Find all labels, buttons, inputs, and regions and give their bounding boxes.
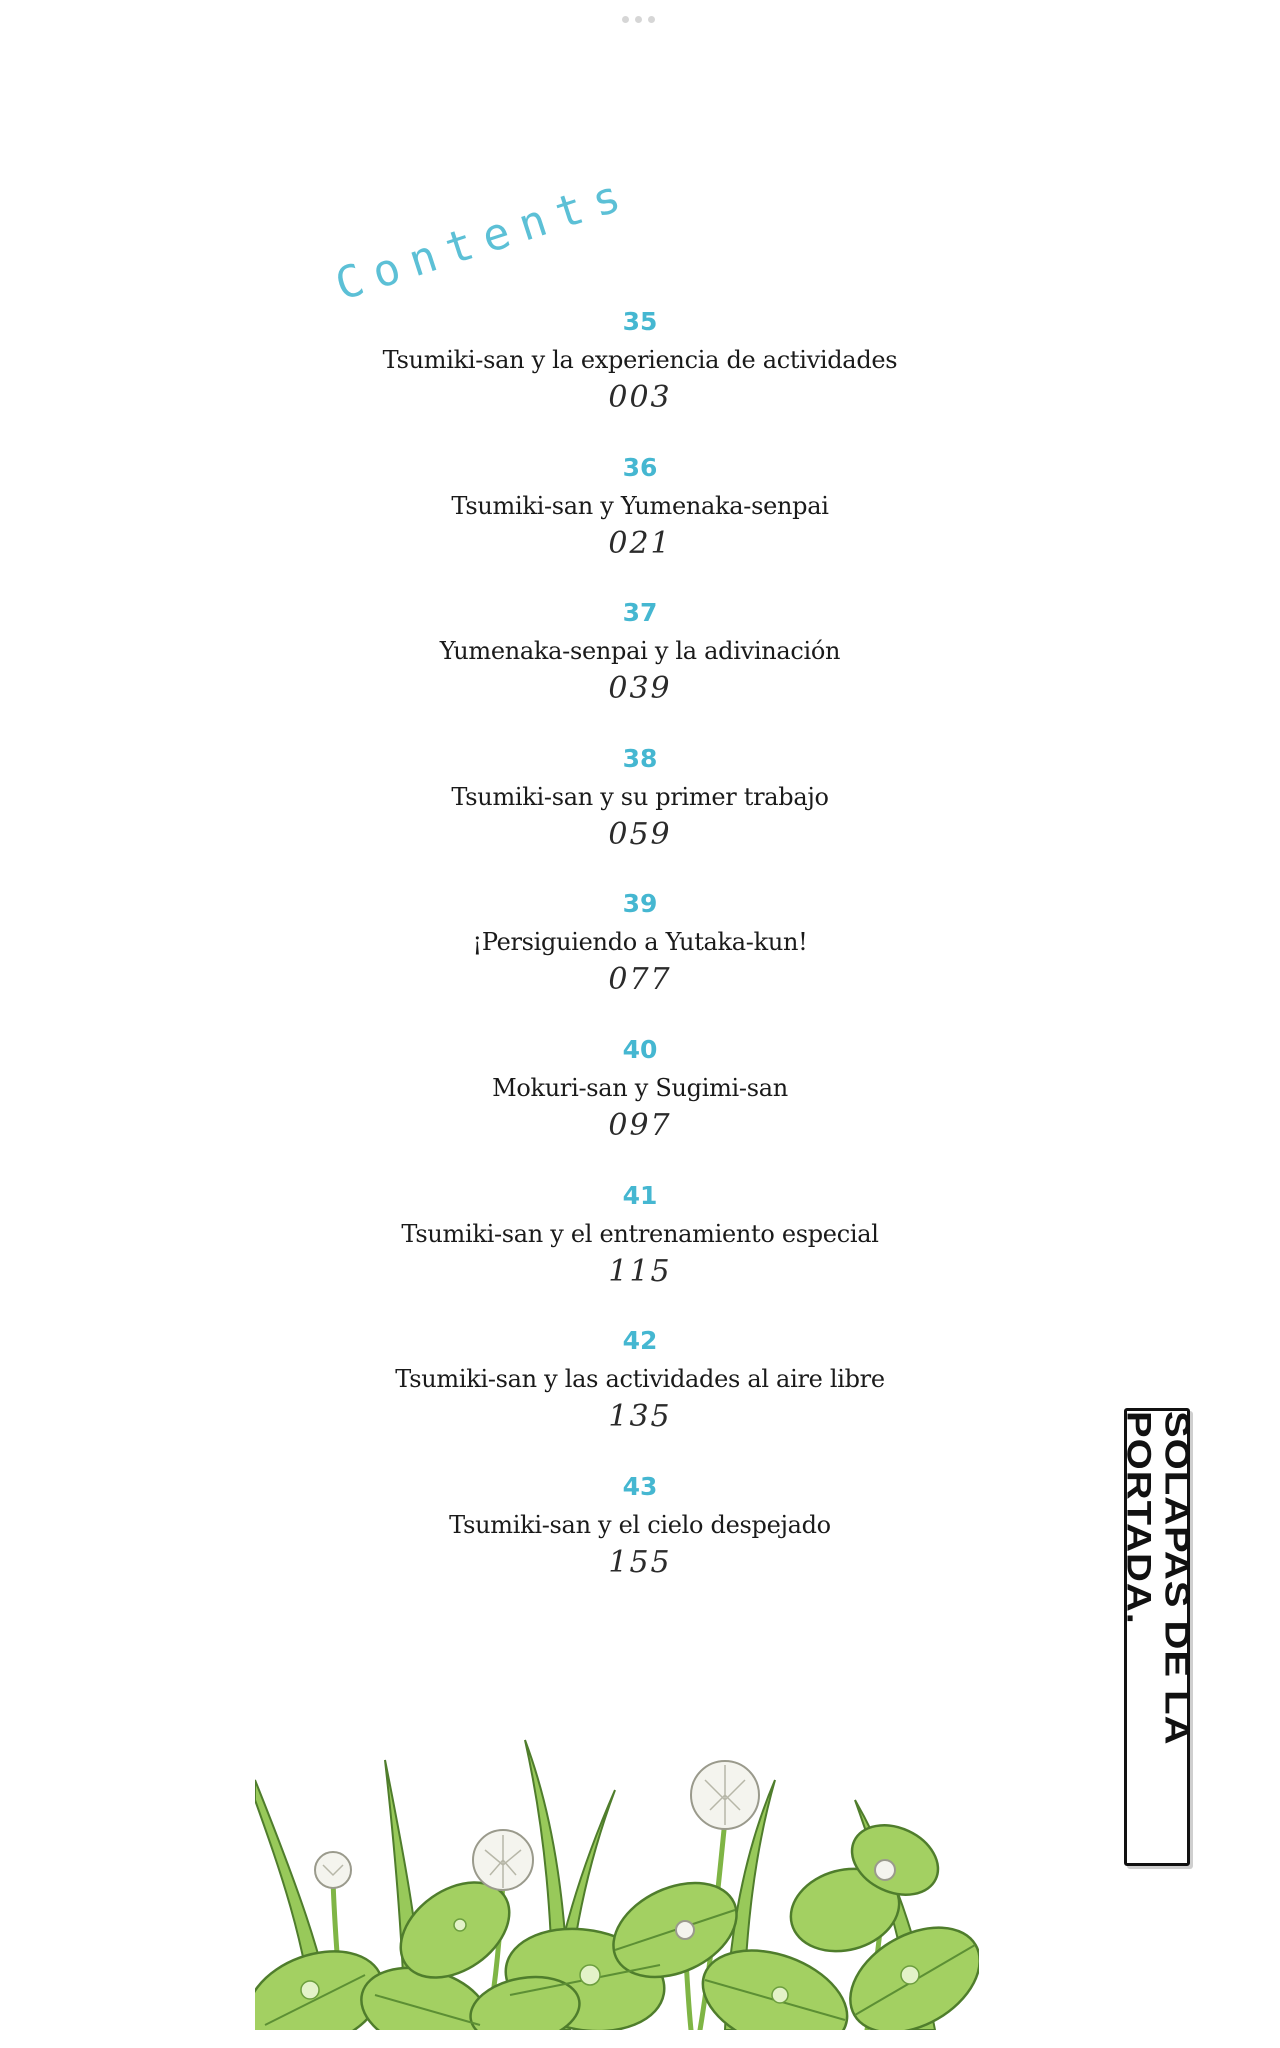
- toc-entry[interactable]: [300, 1321, 980, 1467]
- chapter-number: 39: [622, 889, 658, 919]
- cover-flaps-label-text: SOLAPAS DE LA PORTADA.: [1119, 1411, 1196, 1745]
- chapter-page: 155: [608, 1544, 672, 1580]
- cover-flaps-label: [1119, 1408, 1196, 1866]
- chapter-number: 40: [622, 1034, 658, 1064]
- clover-plants-illustration: [255, 1680, 979, 2030]
- chapter-title: ¡Persiguiendo a Yutaka-kun!: [472, 928, 808, 957]
- chapter-title: Tsumiki-san y Yumenaka-senpai: [451, 491, 829, 520]
- chapter-title: Tsumiki-san y su primer trabajo: [451, 782, 829, 811]
- chapter-number: 36: [622, 452, 658, 482]
- chapter-title: Tsumiki-san y las actividades al aire libre: [395, 1365, 885, 1394]
- chapter-page: 021: [608, 525, 672, 561]
- toc-entry[interactable]: [300, 302, 980, 448]
- toc-entry[interactable]: [300, 739, 980, 885]
- chapter-page: 003: [608, 380, 672, 415]
- chapter-page: 059: [608, 816, 672, 852]
- chapter-number: 38: [622, 743, 658, 773]
- chapter-title: Tsumiki-san y el entrenamiento especial: [401, 1219, 879, 1248]
- table-of-contents: [300, 302, 980, 1612]
- chapter-number: 42: [622, 1326, 658, 1356]
- toc-entry[interactable]: [300, 593, 980, 739]
- toc-entry[interactable]: [300, 1030, 980, 1176]
- chapter-page: 039: [608, 671, 672, 707]
- chapter-number: 41: [622, 1180, 658, 1210]
- chapter-title: Tsumiki-san y la experiencia de actividades: [382, 346, 898, 374]
- chapter-number: 37: [622, 598, 658, 628]
- chapter-title: Yumenaka-senpai y la adivinación: [439, 637, 841, 666]
- toc-entry[interactable]: [300, 884, 980, 1030]
- contents-title: Contents: [329, 167, 638, 311]
- more-dots-icon[interactable]: [622, 16, 655, 23]
- chapter-number: 35: [622, 307, 658, 336]
- chapter-page: 097: [608, 1107, 672, 1143]
- chapter-title: Tsumiki-san y el cielo despejado: [449, 1510, 831, 1539]
- chapter-number: 43: [622, 1471, 658, 1501]
- toc-entry[interactable]: [300, 1467, 980, 1613]
- toc-entry[interactable]: [300, 1176, 980, 1322]
- chapter-page: 077: [608, 962, 672, 998]
- chapter-page: 115: [608, 1253, 672, 1289]
- chapter-page: 135: [608, 1399, 672, 1435]
- chapter-title: Mokuri-san y Sugimi-san: [492, 1073, 788, 1102]
- toc-entry[interactable]: [300, 448, 980, 594]
